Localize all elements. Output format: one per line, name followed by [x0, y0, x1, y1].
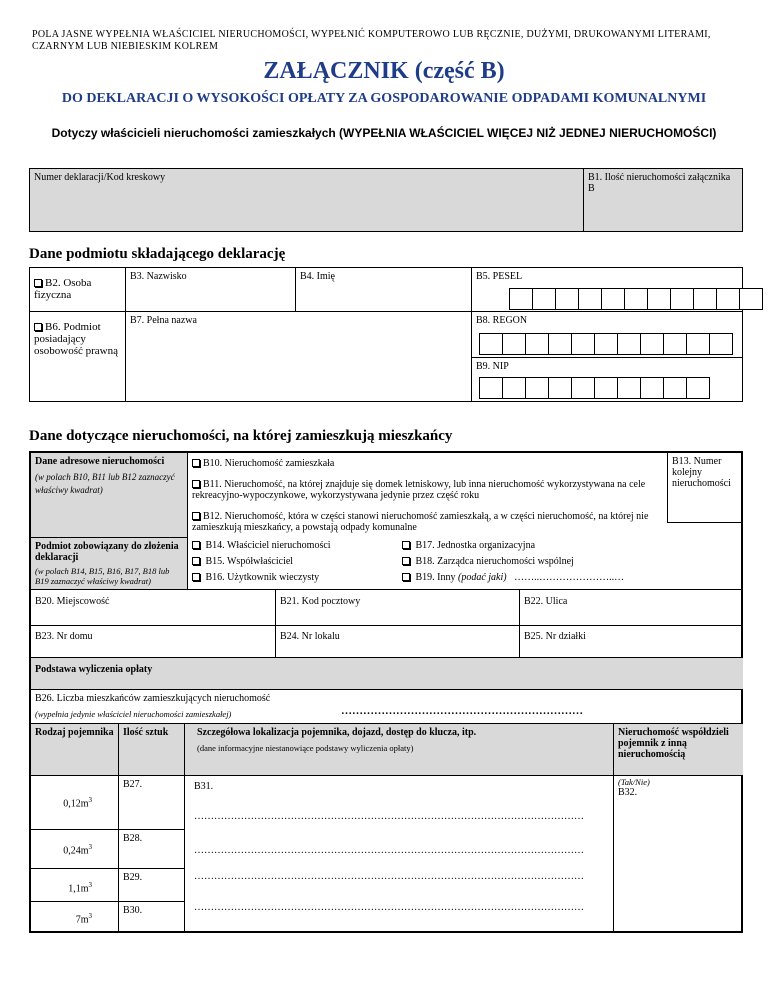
b1-field[interactable]	[583, 169, 743, 231]
b13-field[interactable]	[667, 453, 743, 523]
b15-option[interactable]	[192, 556, 293, 567]
subject-note: (w polach B14, B15, B16, B17, B18 lub B19 zaznaczyć właściwy kwadrat)	[35, 566, 170, 586]
b26-input[interactable]: …………………………………………………………	[341, 705, 583, 717]
b25-field[interactable]	[519, 625, 743, 657]
section-property-heading: Dane dotyczące nieruchomości, na której zamieszkują mieszkańcy	[29, 428, 453, 444]
b25-label: B25. Nr działki	[524, 631, 586, 642]
b2-label: B2. Osoba fizyczna	[34, 277, 92, 301]
container-size: 0,12m	[63, 798, 89, 810]
property-table	[29, 451, 743, 933]
b4-field[interactable]	[295, 268, 471, 311]
regon-digit-boxes[interactable]	[480, 333, 733, 355]
b4-label: B4. Imię	[300, 271, 335, 282]
b10-label: B10. Nieruchomość zamieszkała	[203, 458, 335, 469]
declaration-number-field[interactable]	[30, 169, 583, 231]
b8-label: B8. REGON	[476, 315, 528, 326]
nip-digit-boxes[interactable]	[480, 377, 710, 399]
declaration-number-box	[29, 168, 743, 232]
basis-label: Podstawa wyliczenia opłaty	[35, 664, 153, 675]
checkbox-icon[interactable]	[34, 323, 42, 331]
property-type-options	[187, 453, 667, 537]
container-type-header	[31, 723, 118, 775]
container-size-cell	[31, 868, 118, 901]
b19-input[interactable]: ……..…………………..…	[514, 572, 625, 583]
cubic-superscript: 3	[88, 912, 92, 920]
form-title: ZAŁĄCZNIK (część B)	[263, 58, 505, 84]
b3-field[interactable]	[125, 268, 295, 311]
b26-field[interactable]	[31, 689, 743, 723]
pesel-digit-boxes[interactable]	[510, 288, 763, 310]
b24-label: B24. Nr lokalu	[280, 631, 340, 642]
address-label: Dane adresowe nieruchomości	[35, 456, 165, 467]
checkbox-icon[interactable]	[192, 557, 200, 565]
b32-label[interactable]: B32.	[618, 787, 638, 798]
b19-hint: (podać jaki)	[458, 572, 507, 583]
location-header	[184, 723, 613, 775]
shared-header	[613, 723, 743, 775]
container-size: 0,24m	[63, 845, 89, 857]
instruction-text: POLA JASNE WYPEŁNIA WŁAŚCICIEL NIERUCHOMOŚCI, WYPEŁNIĆ KOMPUTEROWO LUB RĘCZNIE, DUŻYMI, DRUKOWANYMI LITERAMI, CZARNYM LUB NIEBIESKIM KOLREM	[32, 29, 711, 52]
b10-option[interactable]	[192, 458, 663, 469]
checkbox-icon[interactable]	[192, 480, 200, 488]
container-size-cell	[31, 901, 118, 931]
location-line[interactable]: ………………………………………………………………………………………………………	[194, 845, 584, 856]
b15-label: B15. Współwłaściciel	[205, 556, 294, 567]
location-line[interactable]: ………………………………………………………………………………………………………	[194, 902, 584, 913]
cubic-superscript: 3	[88, 796, 92, 804]
b19-option[interactable]	[402, 572, 624, 583]
location-label: Szczegółowa lokalizacja pojemnika, dojazd, dostęp do klucza, itp.	[197, 727, 477, 738]
form-subtitle: DO DEKLARACJI O WYSOKOŚCI OPŁATY ZA GOSPODAROWANIE ODPADAMI KOMUNALNYMI	[61, 91, 707, 106]
checkbox-icon[interactable]	[192, 541, 200, 549]
declaration-number-label: Numer deklaracji/Kod kreskowy	[34, 172, 166, 183]
b20-label: B20. Miejscowość	[35, 596, 110, 607]
b6-label: B6. Podmiot posiadający osobowość prawną	[34, 321, 119, 357]
b28-label: B28.	[123, 833, 143, 844]
b28-field[interactable]	[118, 829, 184, 868]
submitter-table	[29, 267, 743, 402]
shared-label: Nieruchomość współdzieli pojemnik z inną nieruchomością	[618, 727, 729, 760]
b11-label: B11. Nieruchomość, na której znajduje się domek letniskowy, lub inna nieruchomość wykorzystywana na cele rekreacyjno-wypoczynkowe, wykorzystywana jedynie przez część roku	[192, 479, 646, 501]
location-line[interactable]: ………………………………………………………………………………………………………	[194, 871, 584, 882]
address-type-label-cell	[31, 453, 187, 537]
b3-label: B3. Nazwisko	[130, 271, 187, 282]
b23-field[interactable]	[31, 625, 275, 657]
b1-label: B1. Ilość nieruchomości załącznika B	[588, 172, 731, 194]
cubic-superscript: 3	[88, 843, 92, 851]
checkbox-icon[interactable]	[402, 557, 410, 565]
section-submitter-heading: Dane podmiotu składającego deklarację	[29, 246, 286, 262]
checkbox-icon[interactable]	[402, 541, 410, 549]
checkbox-icon[interactable]	[192, 459, 200, 467]
b17-option[interactable]	[402, 540, 535, 551]
b16-option[interactable]	[192, 572, 319, 583]
b21-label: B21. Kod pocztowy	[280, 596, 361, 607]
b16-label: B16. Użytkownik wieczysty	[205, 572, 320, 583]
scope-text: Dotyczy właścicieli nieruchomości zamieszkałych (WYPEŁNIA WŁAŚCICIEL WIĘCEJ NIŻ JEDNEJ NIERUCHOMOŚCI)	[51, 126, 717, 140]
b12-option[interactable]	[192, 511, 663, 533]
b9-label: B9. NIP	[476, 361, 509, 372]
container-size-cell	[31, 775, 118, 829]
subject-options	[187, 537, 667, 589]
checkbox-icon[interactable]	[192, 573, 200, 581]
b30-field[interactable]	[118, 901, 184, 931]
b27-label: B27.	[123, 779, 143, 790]
container-type-label: Rodzaj pojemnika	[35, 727, 114, 738]
b14-option[interactable]	[192, 540, 331, 551]
b20-field[interactable]	[31, 589, 275, 625]
b6-field[interactable]	[30, 311, 125, 402]
b22-field[interactable]	[519, 589, 743, 625]
shared-note-cell	[613, 775, 743, 931]
b26-note: (wypełnia jedynie właściciel nieruchomości zamieszkałej)	[35, 709, 232, 719]
location-line[interactable]: ………………………………………………………………………………………………………	[194, 811, 584, 822]
b30-label: B30.	[123, 905, 143, 916]
quantity-label: Ilość sztuk	[123, 727, 169, 738]
b22-label: B22. Ulica	[524, 596, 568, 607]
b31-field[interactable]	[184, 775, 613, 931]
b23-label: B23. Nr domu	[35, 631, 93, 642]
shared-note: (Tak/Nie)	[618, 777, 650, 787]
container-size: 1,1m	[68, 883, 89, 895]
address-note: (w polach B10, B11 lub B12 zaznaczyć właściwy kwadrat)	[35, 472, 175, 495]
basis-header	[31, 657, 743, 689]
container-size: 7m	[75, 914, 89, 926]
b27-field[interactable]	[118, 775, 184, 829]
b2-field[interactable]	[30, 268, 125, 311]
b19-label: B19. Inny	[415, 572, 456, 583]
b29-label: B29.	[123, 872, 143, 883]
b7-label: B7. Pełna nazwa	[130, 315, 197, 326]
b14-label: B14. Właściciel nieruchomości	[205, 540, 331, 551]
b18-option[interactable]	[402, 556, 574, 567]
checkbox-icon[interactable]	[34, 279, 42, 287]
b5-label: B5. PESEL	[476, 271, 523, 282]
b13-label: B13. Numer kolejny nieruchomości	[672, 456, 731, 489]
cubic-superscript: 3	[88, 881, 92, 889]
b7-field[interactable]	[125, 311, 471, 402]
b31-label: B31.	[194, 781, 214, 792]
b21-field[interactable]	[275, 589, 519, 625]
checkbox-icon[interactable]	[192, 512, 200, 520]
container-size-cell	[31, 829, 118, 868]
subject-label: Podmiot zobowiązany do złożenia deklaracji	[35, 541, 179, 563]
quantity-header	[118, 723, 184, 775]
b17-label: B17. Jednostka organizacyjna	[415, 540, 536, 551]
b11-option[interactable]	[192, 479, 663, 501]
b29-field[interactable]	[118, 868, 184, 901]
subject-label-cell	[31, 537, 187, 589]
b24-field[interactable]	[275, 625, 519, 657]
b26-label: B26. Liczba mieszkańców zamieszkujących nieruchomość	[35, 693, 271, 704]
location-note: (dane informacyjne niestanowiące podstawy wyliczenia opłaty)	[197, 743, 414, 753]
checkbox-icon[interactable]	[402, 573, 410, 581]
b12-label: B12. Nieruchomość, która w części stanowi nieruchomość zamieszkałą, a w części nieruchomość, na której nie zamieszkują mieszkańcy, a powstają odpady komunalne	[192, 511, 649, 533]
b18-label: B18. Zarządca nieruchomości wspólnej	[415, 556, 574, 567]
